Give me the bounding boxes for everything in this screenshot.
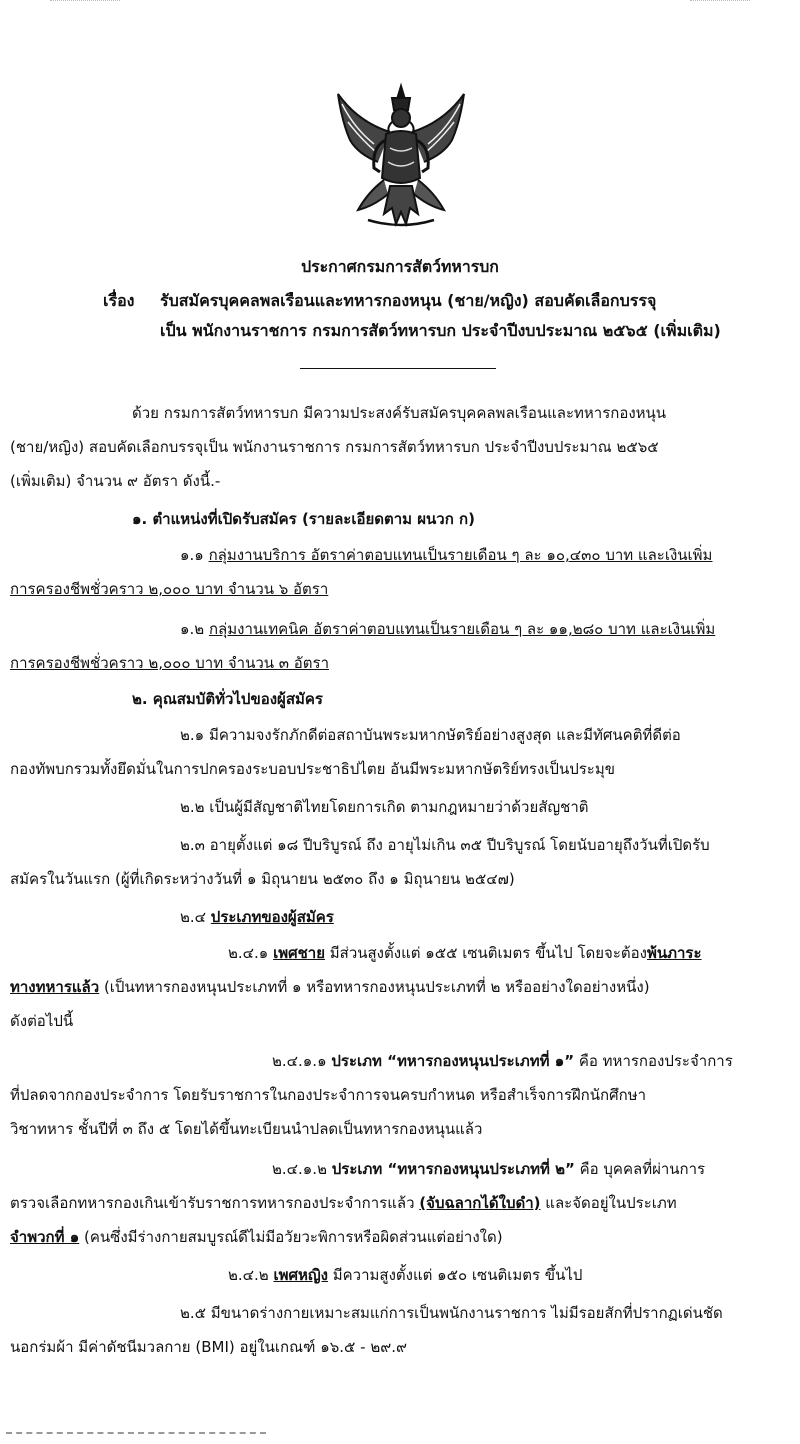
black-ticket-note: (จับฉลากได้ใบดำ)	[419, 1194, 541, 1212]
scan-artifact-top-left	[50, 0, 120, 11]
clause-2-4-2-text: มีความสูงตั้งแต่ ๑๕๐ เซนติเมตร ขึ้นไป	[327, 1266, 583, 1284]
clause-2-4-1-2-line-2	[10, 1192, 677, 1214]
clause-2-4-2	[228, 1264, 582, 1286]
clause-2-3-line-2: สมัครในวันแรก (ผู้ที่เกิดระหว่างวันที่ ๑ มิถุนายน ๒๕๓๐ ถึง ๑ มิถุนายน ๒๕๔๗)	[10, 870, 515, 888]
section-1-heading: ๑. ตำแหน่งที่เปิดรับสมัคร (รายละเอียดตาม ผนวก ก)	[132, 510, 475, 528]
clause-2-5-line-1: ๒.๕ มีขนาดร่างกายเหมาะสมแก่การเป็นพนักงานราชการ ไม่มีรอยสักที่ปรากฏเด่นชัด	[180, 1304, 723, 1322]
announcement-agency: ประกาศกรมการสัตว์ทหารบก	[301, 257, 499, 276]
item-1-2-text: กลุ่มงานเทคนิค อัตราค่าตอบแทนเป็นรายเดือน ๆ ละ ๑๑,๒๘๐ บาท และเงินเพิ่ม	[208, 620, 716, 638]
clause-2-4-heading: ประเภทของผู้สมัคร	[210, 908, 334, 926]
scan-artifact-bottom	[6, 1432, 266, 1434]
garuda-emblem-icon	[328, 82, 474, 232]
clause-2-1-line-1: ๒.๑ มีความจงรักภักดีต่อสถาบันพระมหากษัตริย์อย่างสูงสุด และมีทัศนคติที่ดีต่อ	[180, 726, 681, 744]
item-1-1-text: กลุ่มงานบริการ อัตราค่าตอบแทนเป็นรายเดือน ๆ ละ ๑๐,๔๓๐ บาท และเงินเพิ่ม	[208, 546, 713, 564]
intro-line-1: ด้วย กรมการสัตว์ทหารบก มีความประสงค์รับสมัครบุคคลพลเรือนและทหารกองหนุน	[132, 404, 667, 422]
subject-line-1: รับสมัครบุคคลพลเรือนและทหารกองหนุน (ชาย/หญิง) สอบคัดเลือกบรรจุ	[160, 291, 657, 310]
intro-line-2: (ชาย/หญิง) สอบคัดเลือกบรรจุเป็น พนักงานราชการ กรมการสัตว์ทหารบก ประจำปีงบประมาณ ๒๕๖๕	[10, 438, 659, 456]
clause-2-4-1-line-3: ดังต่อไปนี้	[10, 1012, 74, 1030]
item-1-2-number: ๑.๒	[180, 620, 205, 638]
section-2-heading: ๒. คุณสมบัติทั่วไปของผู้สมัคร	[132, 690, 323, 708]
clause-2-4-1-2-line-2c: และจัดอยู่ในประเภท	[540, 1194, 677, 1212]
intro-line-3: (เพิ่มเติม) จำนวน ๙ อัตรา ดังนี้.-	[10, 472, 221, 490]
title-divider	[300, 368, 496, 369]
clause-2-4-1-1-number: ๒.๔.๑.๑	[272, 1052, 327, 1070]
subject-label: เรื่อง	[103, 291, 135, 310]
clause-2-4-1-text: มีส่วนสูงตั้งแต่ ๑๕๕ เซนติเมตร ขึ้นไป โดยจะต้อง	[325, 944, 647, 962]
clause-2-4-1-1-line-3: วิชาทหาร ชั้นปีที่ ๓ ถึง ๕ โดยได้ขึ้นทะเบียนนำปลดเป็นทหารกองหนุนแล้ว	[10, 1120, 483, 1138]
clause-2-4-1-line-1	[228, 942, 702, 964]
clause-2-1-line-2: กองทัพบกรวมทั้งยึดมั่นในการปกครองระบอบประชาธิปไตย อันมีพระมหากษัตริย์ทรงเป็นประมุข	[10, 760, 615, 778]
female-label: เพศหญิง	[273, 1266, 328, 1284]
item-1-1-line-1	[180, 544, 712, 566]
scan-artifact-top-right	[690, 0, 750, 11]
reserve-type-1-label: ประเภท “ทหารกองหนุนประเภทที่ ๑”	[331, 1052, 575, 1070]
item-1-1-line-2: การครองชีพชั่วคราว ๒,๐๐๐ บาท จำนวน ๖ อัตรา	[10, 580, 329, 598]
clause-2-4-1-2-number: ๒.๔.๑.๒	[272, 1160, 327, 1178]
clause-2-4-1-2-text: คือ บุคคลที่ผ่านการ	[574, 1160, 706, 1178]
clause-2-4-2-number: ๒.๔.๒	[228, 1266, 269, 1284]
clause-2-4-1-1-text: คือ ทหารกองประจำการ	[574, 1052, 733, 1070]
item-1-2-line-1	[180, 618, 715, 640]
clause-2-4-1-rest: (เป็นทหารกองหนุนประเภทที่ ๑ หรือทหารกองหนุนประเภทที่ ๒ หรืออย่างใดอย่างหนึ่ง)	[99, 978, 650, 996]
clause-2-2: ๒.๒ เป็นผู้มีสัญชาติไทยโดยการเกิด ตามกฎหมายว่าด้วยสัญชาติ	[180, 798, 589, 816]
clause-2-4-1-number: ๒.๔.๑	[228, 944, 269, 962]
clause-2-4-1-1-line-1	[272, 1050, 733, 1072]
military-exempt-2: ทางทหารแล้ว	[10, 978, 100, 996]
item-1-2-line-2: การครองชีพชั่วคราว ๒,๐๐๐ บาท จำนวน ๓ อัตรา	[10, 654, 330, 672]
subject-line-2: เป็น พนักงานราชการ กรมการสัตว์ทหารบก ประจำปีงบประมาณ ๒๕๖๕ (เพิ่มเติม)	[160, 321, 721, 340]
clause-2-4-number: ๒.๔	[180, 908, 207, 926]
item-1-1-number: ๑.๑	[180, 546, 204, 564]
clause-2-4-1-2-line-3	[10, 1226, 503, 1248]
clause-2-4-1-2-line-3b: (คนซึ่งมีร่างกายสมบูรณ์ดีไม่มีอวัยวะพิการหรือผิดส่วนแต่อย่างใด)	[79, 1228, 503, 1246]
clause-2-5-line-2: นอกร่มผ้า มีค่าดัชนีมวลกาย (BMI) อยู่ในเกณฑ์ ๑๖.๕ - ๒๙.๙	[10, 1338, 407, 1356]
clause-2-4-1-line-2	[10, 976, 650, 998]
reserve-type-2-label: ประเภท “ทหารกองหนุนประเภทที่ ๒”	[331, 1160, 575, 1178]
male-label: เพศชาย	[273, 944, 326, 962]
clause-2-4	[180, 906, 334, 928]
clause-2-3-line-1: ๒.๓ อายุตั้งแต่ ๑๘ ปีบริบูรณ์ ถึง อายุไม่เกิน ๓๕ ปีบริบูรณ์ โดยนับอายุถึงวันที่เปิดรับ	[180, 836, 710, 854]
military-exempt-1: พ้นภาระ	[646, 944, 702, 962]
clause-2-4-1-1-line-2: ที่ปลดจากกองประจำการ โดยรับราชการในกองประจำการจนครบกำหนด หรือสำเร็จการฝึกนักศึกษา	[10, 1086, 647, 1104]
clause-2-4-1-2-line-1	[272, 1158, 705, 1180]
category-1-label: จำพวกที่ ๑	[10, 1228, 80, 1246]
clause-2-4-1-2-line-2a: ตรวจเลือกทหารกองเกินเข้ารับราชการทหารกองประจำการแล้ว	[10, 1194, 420, 1212]
